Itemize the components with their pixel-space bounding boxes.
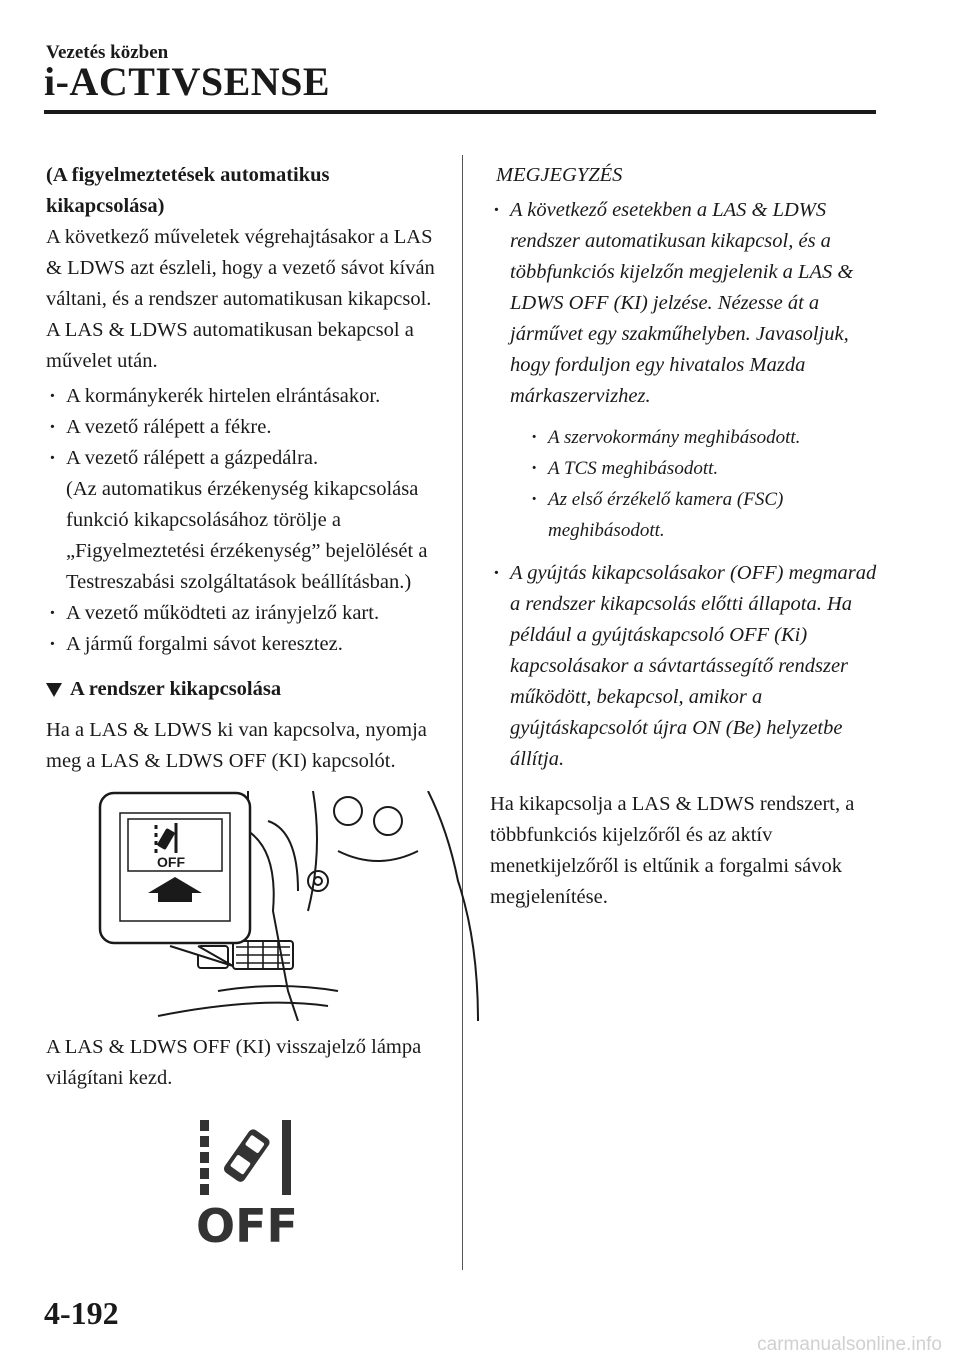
section-title-text: A rendszer kikapcsolása [70,678,282,700]
list-item-note: (Az automatikus érzékenység kikapcsolása funkció kikapcsolásához törölje a „Figyelmeztetési érzékenység” bejelölését a Testreszabási szolgáltatások beállításban.) [66,478,428,593]
note-item [490,195,890,546]
list-item: · A vezető rálépett a fékre. [46,412,446,443]
section-label: Vezetés közben [46,42,169,63]
section-paragraph: Ha a LAS & LDWS ki van kapcsolva, nyomja meg a LAS & LDWS OFF (KI) kapcsolót. [46,719,427,772]
las-ldws-off-lamp-icon [182,1112,312,1247]
list-item: · A szervokormány meghibásodott. [528,422,890,453]
switch-off-label: OFF [157,854,185,870]
list-item-text: A vezető rálépett a gázpedálra. [66,447,319,469]
list-item: · Az első érzékelő kamera (FSC) meghibásodott. [528,484,890,546]
list-item: · A kormánykerék hirtelen elrántásakor. [46,381,446,412]
note-list [490,195,890,775]
list-item: · A jármű forgalmi sávot keresztez. [46,629,446,660]
dashboard-switch-illustration [98,791,518,1021]
header-rule [44,110,876,114]
note-title: MEGJEGYZÉS [496,164,623,186]
right-column [490,160,890,913]
note-item-text: A következő esetekben a LAS & LDWS rendszer automatikusan kikapcsol, és a többfunkciós kijelzőn megjelenik a LAS & LDWS OFF (KI) jelzése. Nézesse át a járművet egy szakműhelyben. Javasoljuk, hogy forduljon egy hivatalos Mazda márkaszervizhez. [510,199,854,407]
list-item: · A TCS meghibásodott. [528,453,890,484]
note-item: · A gyújtás kikapcsolásakor (OFF) megmarad a rendszer kikapcsolás előtti állapota. Ha például a gyújtáskapcsoló OFF (Ki) kapcsolásakor a sávtartássegítő rendszer működött, bekapcsol, amikor a gyújtáskapcsolót újra ON (Be) helyzetbe állítja. [490,558,890,775]
intro-paragraph: A következő műveletek végrehajtásakor a LAS & LDWS azt észleli, hogy a vezető sávot kíván váltani, és a rendszer automatikusan kikapcsol. A LAS & LDWS automatikusan bekapcsol a művelet után. [46,226,435,372]
page-number: 4-192 [44,1295,119,1331]
left-column [46,160,446,1252]
watermark: carmanualsonline.info [757,1334,942,1355]
list-item: · A vezető működteti az irányjelző kart. [46,598,446,629]
after-image-paragraph: A LAS & LDWS OFF (KI) visszajelző lámpa világítani kezd. [46,1036,422,1089]
lane-display-paragraph: Ha kikapcsolja a LAS & LDWS rendszert, a többfunkciós kijelzőről és az aktív menetkijelzőről is eltűnik a forgalmi sávok megjelenítése. [490,793,855,908]
note-sublist [510,422,890,546]
triangle-marker-icon [46,683,62,697]
lamp-off-label: OFF [196,1199,298,1247]
section-title [46,674,446,705]
list-item [46,443,446,598]
auto-off-heading: (A figyelmeztetések automatikus kikapcsolása) [46,164,330,217]
column-divider [462,155,463,1270]
condition-list [46,381,446,660]
page-title: i-ACTIVSENSE [44,59,331,104]
